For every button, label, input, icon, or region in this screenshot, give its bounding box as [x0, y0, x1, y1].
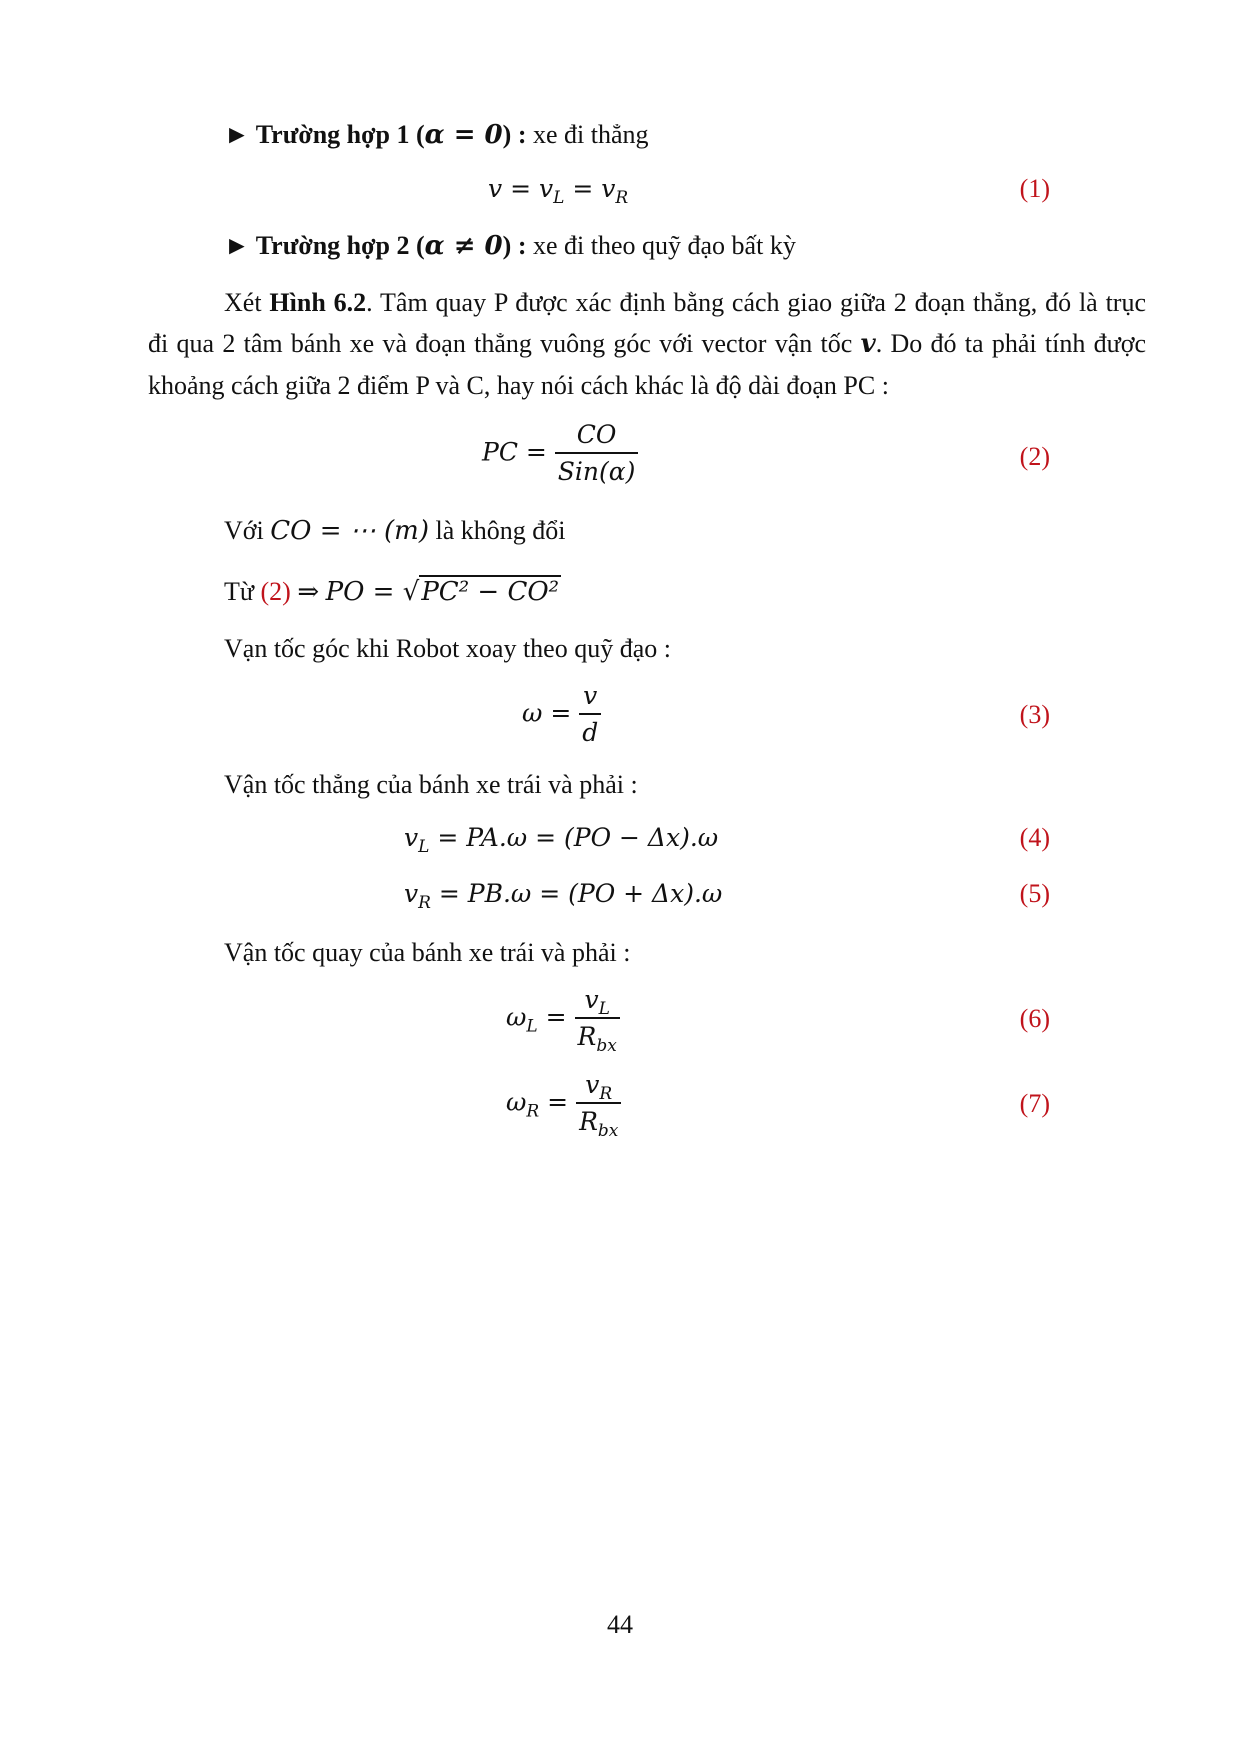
triangle-bullet-icon: ► — [224, 231, 250, 260]
equation-number-7: (7) — [1019, 1089, 1050, 1118]
body-paragraph: Xét Hình 6.2. Tâm quay P được xác định bằng cách giao giữa 2 đoạn thẳng, đó là trục đi qua 2 tâm bánh xe và đoạn thẳng vuông góc với vector vận tốc v. Do đó ta phải tính được khoảng cách giữa 2 điểm P và C, hay nói cách khác là độ dài đoạn PC : — [148, 288, 1146, 400]
rotational-velocity-title: Vận tốc quay của bánh xe trái và phải : — [224, 938, 631, 967]
from-line: Từ (2) ⇒ PO = √PC² − CO² — [224, 577, 560, 607]
equation-4: $v_L = PA.\omega = (PO - \Delta x).\omega$ — [404, 823, 719, 857]
equation-3: ω = $\frac{v}{d}$ — [522, 679, 601, 751]
angular-velocity-title: Vạn tốc góc khi Robot xoay theo quỹ đạo : — [224, 634, 671, 663]
equation-6: $\omega_L$ = $\frac{v_L}{R_{bx}}$ — [506, 983, 620, 1055]
equation-7: $\omega_R$ = $\frac{v_R}{R_{bx}}$ — [506, 1068, 621, 1140]
with-line: Với CO = ⋯ (m) là không đổi — [224, 516, 566, 546]
equation-number-3: (3) — [1019, 700, 1050, 729]
equation-number-6: (6) — [1019, 1004, 1050, 1033]
equation-2: PC = $\frac{CO}{\text{Sin(α)}}$ — [482, 418, 638, 490]
equation-5: $v_R = PB.\omega = (PO + \Delta x).\omega$ — [404, 879, 723, 913]
case-2-heading: ► Trường hợp 2 (α ≠ 0) : xe đi theo quỹ đạo bất kỳ — [224, 231, 796, 261]
equation-number-1: (1) — [1019, 174, 1050, 203]
equation-number-5: (5) — [1019, 879, 1050, 908]
equation-1: $v = v_L = v_R$ — [488, 174, 629, 208]
equation-number-2: (2) — [1019, 442, 1050, 471]
figure-reference: Hình 6.2 — [269, 288, 367, 317]
equation-number-4: (4) — [1019, 823, 1050, 852]
page-number: 44 — [607, 1610, 633, 1639]
equation-2-reference[interactable]: (2) — [260, 577, 291, 606]
case-1-heading: ► Trường hợp 1 (α = 0) : xe đi thẳng — [224, 120, 649, 150]
triangle-bullet-icon: ► — [224, 120, 250, 149]
linear-velocity-title: Vận tốc thẳng của bánh xe trái và phải : — [224, 770, 638, 799]
